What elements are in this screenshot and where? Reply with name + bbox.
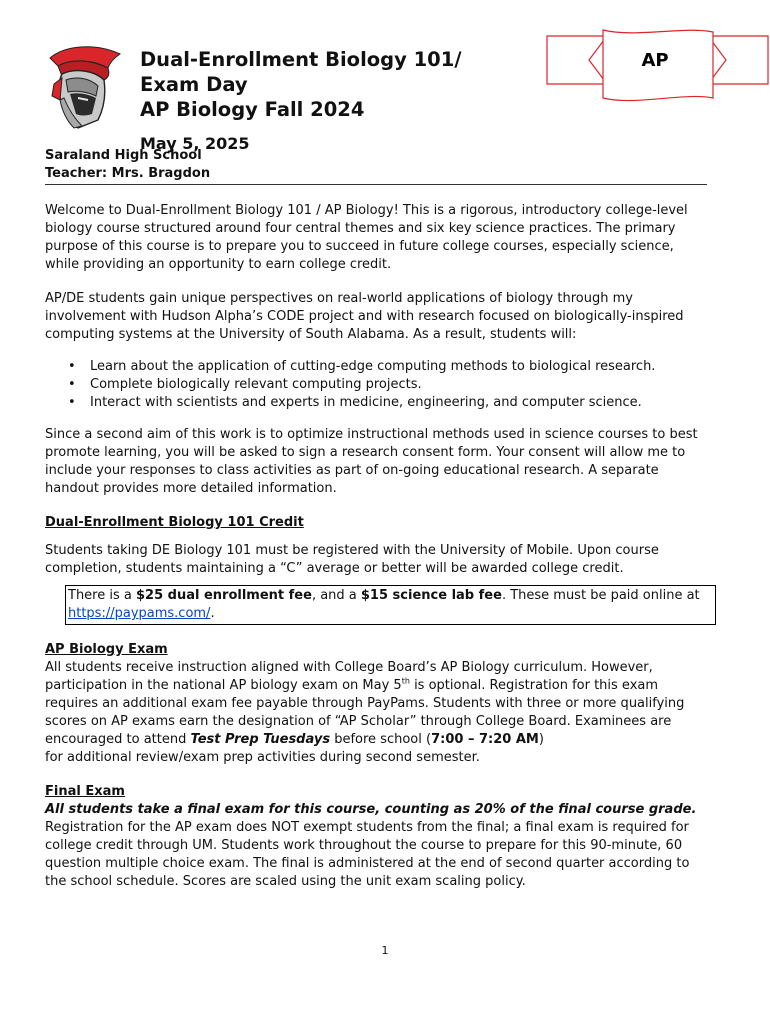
exam-date: May 5, 2025	[140, 134, 250, 153]
document-body	[45, 202, 710, 907]
school-name: Saraland High School	[45, 148, 202, 163]
final-exam-paragraph	[45, 801, 710, 891]
paypams-link[interactable]: https://paypams.com/	[68, 606, 211, 621]
list-item: • Learn about the application of cutting-edge computing methods to biological research.	[90, 358, 710, 376]
school-info	[45, 147, 707, 185]
lab-fee: $15 science lab fee	[360, 588, 502, 603]
fee-notice-box	[65, 585, 716, 625]
list-item: • Complete biologically relevant computing projects.	[90, 376, 710, 394]
ap-exam-text: is optional. Registration for this exam requires an additional exam fee payable through PayPams. Students with three or more qualifying scores on AP exams earn the designation of “AP Scholar” through College Board. Examinees are encouraged to attend	[45, 678, 685, 747]
page-number: 1	[381, 944, 389, 957]
test-prep-tuesdays: Test Prep Tuesdays	[190, 732, 331, 747]
dual-enrollment-fee: $25 dual enrollment fee	[135, 588, 312, 603]
ribbon-banner-icon	[545, 28, 770, 108]
test-prep-time: 7:00 – 7:20 AM	[431, 732, 539, 747]
intro-paragraph-3: Since a second aim of this work is to optimize instructional methods used in science courses to best promote learning, you will be asked to sign a research consent form. Your consent will allow me to include your responses to class activities as part of on-going educational research. A separate handout provides more detailed information.	[45, 427, 698, 496]
title-line-1: Dual-Enrollment Biology 101/	[140, 48, 462, 71]
de-credit-heading: Dual-Enrollment Biology 101 Credit	[45, 515, 304, 530]
final-exam-emphasis: All students take a final exam for this course, counting as 20% of the final course grade.	[45, 802, 697, 817]
ap-exam-text: )	[538, 732, 544, 747]
banner-text: AP	[641, 50, 669, 71]
ap-exam-heading: AP Biology Exam	[45, 642, 168, 657]
fee-text: , and a	[311, 588, 361, 603]
teacher-name: Teacher: Mrs. Bragdon	[45, 166, 211, 181]
final-exam-heading: Final Exam	[45, 784, 125, 799]
list-item: • Interact with scientists and experts in medicine, engineering, and computer science.	[90, 394, 710, 412]
ap-exam-text: for additional review/exam prep activities during second semester.	[45, 750, 480, 765]
title-line-2: Exam Day	[140, 73, 248, 96]
ap-exam-text: All students receive instruction aligned with College Board’s AP Biology curriculum. However, participation in the national AP biology exam on May 5	[45, 660, 653, 693]
fee-text: There is a	[68, 588, 136, 603]
spartan-helmet-icon	[44, 44, 126, 130]
ap-exam-paragraph	[45, 659, 710, 767]
fee-text: . These must be paid online at	[501, 588, 700, 603]
intro-paragraph-2: AP/DE students gain unique perspectives on real-world applications of biology through my involvement with Hudson Alpha’s CODE project and with research focused on biologically-inspired computing systems at the University of South Alabama. As a result, students will:	[45, 291, 684, 342]
outcomes-list	[45, 358, 710, 412]
final-exam-text: Registration for the AP exam does NOT exempt students from the final; a final exam is required for college credit through UM. Students work throughout the course to prepare for this 90-minute, 60 question multiple choice exam. The final is administered at the end of second quarter according to the school schedule. Scores are scaled using the unit exam scaling policy.	[45, 820, 690, 889]
title-line-3: AP Biology Fall 2024	[140, 98, 365, 121]
de-credit-paragraph: Students taking DE Biology 101 must be registered with the University of Mobile. Upon course completion, students maintaining a “C” average or better will be awarded college credit.	[45, 543, 659, 576]
title-block	[140, 47, 461, 153]
superscript: th	[401, 676, 410, 686]
intro-paragraph-1: Welcome to Dual-Enrollment Biology 101 / AP Biology! This is a rigorous, introductory college-level biology course structured around four central themes and six key science practices. The primary purpose of this course is to prepare you to succeed in future college courses, especially science, while providing an opportunity to earn college credit.	[45, 203, 688, 272]
ap-exam-text: before school (	[330, 732, 432, 747]
fee-text: .	[210, 606, 215, 621]
